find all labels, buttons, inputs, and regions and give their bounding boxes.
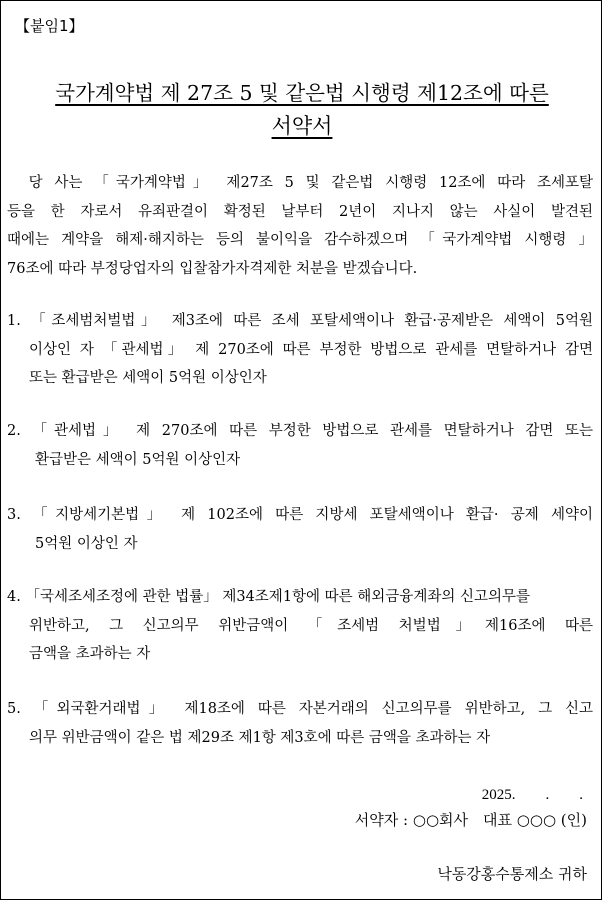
document-title-pledge: 서약서 (271, 114, 333, 138)
attachment-label: 【붙임1】 (15, 17, 84, 35)
list-item-line: 5억원 이상인 자 (35, 535, 138, 552)
list-item-line: 1. 「조세범처벌법」 제3조에 따른 조세 포탈세액이나 환급·공제받은 세액이 5억원 (7, 313, 593, 329)
pledge-date: 2025. . . (481, 787, 583, 803)
intro-line: 76조에 따라 부정당업자의 입찰참가자격제한 처분을 받겠습니다. (7, 260, 418, 277)
intro-paragraph (7, 169, 593, 283)
list-item-line: 금액을 초과하는 자 (29, 646, 151, 662)
list-item-4 (7, 583, 593, 669)
document-title: 국가계약법 제 27조 5 및 같은법 시행령 제12조에 따른 (55, 81, 549, 105)
list-item-line: 2. 「관세법」 제 270조에 따른 부정한 방법으로 관세를 면탈하거나 감면 또는 (7, 423, 593, 439)
intro-line: 등을 한 자로서 유죄판결이 확정된 날부터 2년이 지나지 않는 사실이 발견된 (7, 203, 593, 220)
list-item-3 (7, 501, 593, 558)
list-item-line: 의무 위반금액이 같은 법 제29조 제1항 제3호에 따른 금액을 초과하는 자 (29, 729, 491, 746)
list-item-line: 위반하고, 그 신고의무 위반금액이 「조세범 처벌법」제16조에 따른 (29, 617, 593, 634)
list-item-1 (7, 307, 593, 393)
intro-line: 때에는 계약을 해제·해지하는 등의 불이익을 감수하겠으며 「국가계약법 시행령 」 (7, 232, 593, 248)
list-item-line: 환급받은 세액이 5억원 이상인자 (35, 451, 241, 468)
list-item-line: 3. 「지방세기본법」 제 102조에 따른 지방세 포탈세액이나 환급· 공제 세약이 (7, 507, 593, 523)
list-item-5 (7, 695, 593, 752)
signer-line: 서약자 : ○○회사 대표 ○○○ (인) (354, 811, 587, 829)
list-item-line: 또는 환급받은 세액이 5억원 이상인자 (29, 370, 267, 386)
list-item-line: 4. 「국세조세조정에 관한 법률」 제34조제1항에 따른 해외금융계좌의 신고의무를 (7, 589, 530, 605)
list-item-2 (7, 417, 593, 474)
addressee: 낙동강홍수통제소 귀하 (437, 865, 587, 883)
list-item-line: 5. 「외국환거래법」 제18조에 따른 자본거래의 신고의무를 위반하고, 그 신고 (7, 701, 593, 717)
intro-line: 당 사는 「국가계약법」 제27조 5 및 같은법 시행령 12조에 따라 조세포탈 (7, 175, 593, 191)
list-item-line: 이상인 자 「관세법」 제 270조에 따른 부정한 방법으로 관세를 면탈하거나 감면 (29, 341, 593, 358)
